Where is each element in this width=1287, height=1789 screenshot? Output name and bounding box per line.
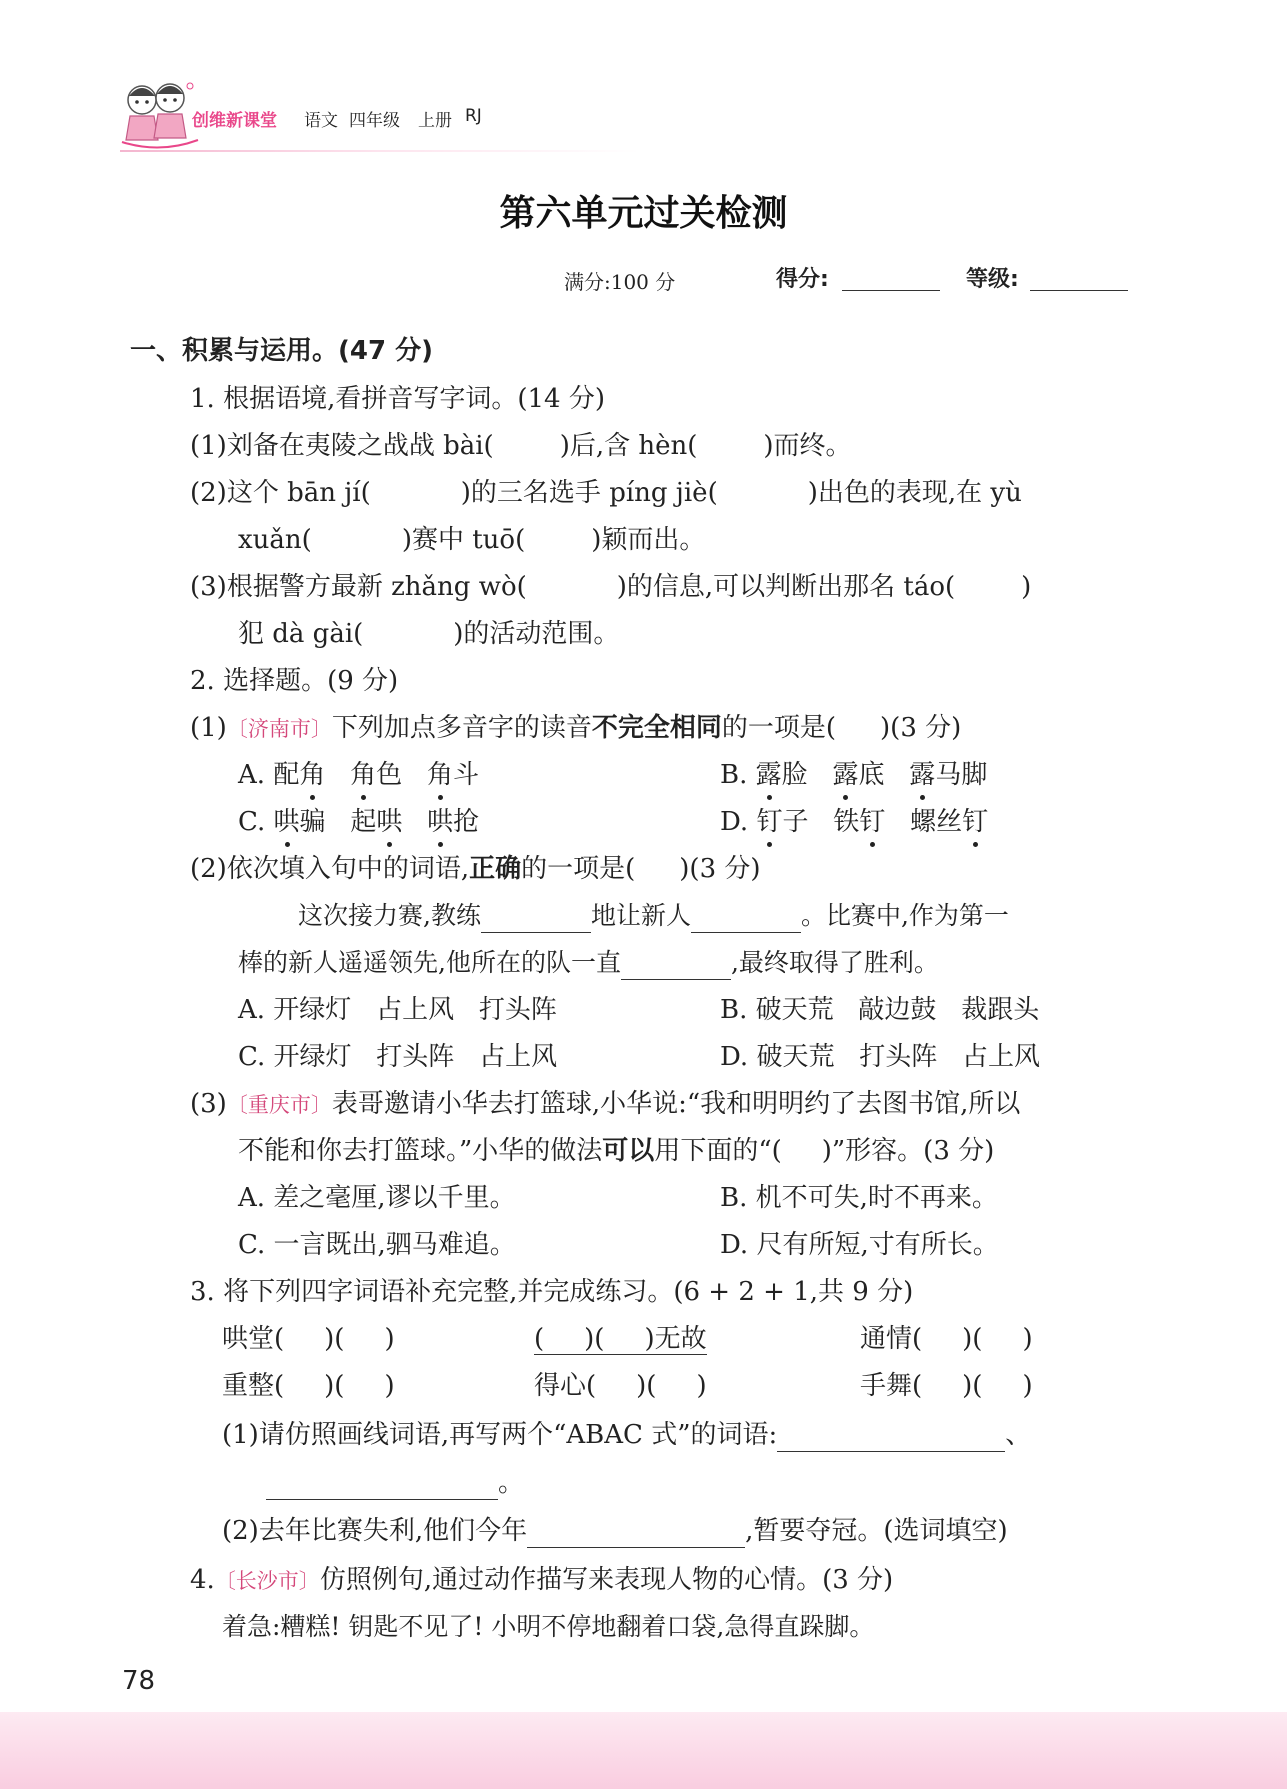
q3-word-6: 手舞( )( ) bbox=[860, 1371, 1033, 1401]
subject-label: 语文 bbox=[304, 111, 338, 131]
q3-word-3: 通情( )( ) bbox=[860, 1324, 1033, 1354]
grade-label: 四年级 bbox=[349, 111, 400, 131]
q2-s3-option-a[interactable]: A. 差之毫厘,谬以千里。 bbox=[238, 1183, 516, 1213]
q2-s2-passage-line1: 这次接力赛,教练 地让新人 。比赛中,作为第一 bbox=[298, 899, 1009, 933]
q3-sub2: (2)去年比赛失利,他们今年 ,暂要夺冠。(选词填空) bbox=[222, 1516, 1008, 1546]
brand-name: 创维新课堂 bbox=[192, 111, 277, 131]
q3-word-1: 哄堂( )( ) bbox=[222, 1324, 395, 1354]
q1-part3-line2: 犯 dà gài( )的活动范围。 bbox=[238, 619, 620, 649]
q2-title: 2. 选择题。(9 分) bbox=[190, 666, 399, 696]
q2-s1-stem: (1)〔济南市〕下列加点多音字的读音不完全相同的一项是( )(3 分) bbox=[190, 713, 962, 743]
q4-example: 着急:糟糕! 钥匙不见了! 小明不停地翻着口袋,急得直跺脚。 bbox=[222, 1612, 875, 1641]
q2-s1-option-a[interactable]: A. 配角 角色 角斗 bbox=[238, 760, 479, 790]
q2-s2-option-a[interactable]: A. 开绿灯 占上风 打头阵 bbox=[238, 995, 557, 1025]
q2-s2-stem: (2)依次填入句中的词语,正确的一项是( )(3 分) bbox=[190, 854, 761, 884]
fill-blank[interactable] bbox=[691, 906, 801, 933]
q2-s3-option-b[interactable]: B. 机不可失,时不再来。 bbox=[720, 1183, 998, 1213]
q2-s2-option-b[interactable]: B. 破天荒 敲边鼓 裁跟头 bbox=[720, 995, 1040, 1025]
q1-title: 1. 根据语境,看拼音写字词。(14 分) bbox=[190, 384, 605, 414]
q3-sub1-cont: 。 bbox=[266, 1466, 524, 1500]
q2-s2-option-d[interactable]: D. 破天荒 打头阵 占上风 bbox=[720, 1042, 1041, 1072]
fill-blank[interactable] bbox=[621, 953, 731, 980]
region-tag: 〔济南市〕 bbox=[226, 717, 332, 741]
q2-s1-option-b[interactable]: B. 露脸 露底 露马脚 bbox=[720, 760, 988, 790]
q2-s1-option-d[interactable]: D. 钉子 铁钉 螺丝钉 bbox=[720, 807, 989, 837]
full-marks: 满分:100 分 bbox=[564, 270, 676, 294]
page-number: 78 bbox=[122, 1666, 156, 1696]
q2-s2-option-c[interactable]: C. 开绿灯 打头阵 占上风 bbox=[238, 1042, 558, 1072]
q1-part2-line2: xuǎn( )赛中 tuō( )颖而出。 bbox=[238, 525, 706, 555]
footer-band bbox=[0, 1712, 1287, 1789]
fill-blank[interactable] bbox=[777, 1425, 1005, 1452]
section-heading: 一、积累与运用。(47 分) bbox=[130, 336, 433, 366]
q2-s1-option-c[interactable]: C. 哄骗 起哄 哄抢 bbox=[238, 807, 480, 837]
q3-word-4: 重整( )( ) bbox=[222, 1371, 395, 1401]
q3-word-2: ( )( )无故 bbox=[534, 1324, 707, 1354]
q3-sub1: (1)请仿照画线词语,再写两个“ABAC 式”的词语: 、 bbox=[222, 1420, 1032, 1450]
score-label: 得分: bbox=[776, 267, 829, 292]
q3-title: 3. 将下列四字词语补充完整,并完成练习。(6 + 2 + 1,共 9 分) bbox=[190, 1277, 914, 1307]
q2-s3-option-d[interactable]: D. 尺有所短,寸有所长。 bbox=[720, 1230, 999, 1260]
q4-stem: 4.〔长沙市〕仿照例句,通过动作描写来表现人物的心情。(3 分) bbox=[190, 1565, 894, 1595]
fill-blank[interactable] bbox=[481, 906, 591, 933]
q2-s3-option-c[interactable]: C. 一言既出,驷马难追。 bbox=[238, 1230, 516, 1260]
q3-word-5: 得心( )( ) bbox=[534, 1371, 707, 1401]
volume-label: 上册 bbox=[418, 111, 452, 131]
q2-s2-passage-line2: 棒的新人遥遥领先,他所在的队一直 ,最终取得了胜利。 bbox=[238, 946, 939, 980]
region-tag: 〔长沙市〕 bbox=[214, 1569, 320, 1593]
q1-part3-line1: (3)根据警方最新 zhǎng wò( )的信息,可以判断出那名 táo( ) bbox=[190, 572, 1032, 602]
region-tag: 〔重庆市〕 bbox=[226, 1093, 332, 1117]
q2-s3-stem-line2: 不能和你去打篮球。”小华的做法可以用下面的“( )”形容。(3 分) bbox=[238, 1136, 995, 1166]
fill-blank[interactable] bbox=[266, 1473, 498, 1500]
page-title: 第六单元过关检测 bbox=[499, 193, 788, 234]
q2-s3-stem-line1: (3)〔重庆市〕表哥邀请小华去打篮球,小华说:“我和明明约了去图书馆,所以 bbox=[190, 1089, 1021, 1119]
q1-part2-line1: (2)这个 bān jí( )的三名选手 píng jiè( )出色的表现,在 yù bbox=[190, 478, 1022, 508]
fill-blank[interactable] bbox=[527, 1521, 745, 1548]
grade-level-label: 等级: bbox=[966, 267, 1019, 292]
q1-part1: (1)刘备在夷陵之战战 bài( )后,含 hèn( )而终。 bbox=[190, 431, 852, 461]
edition-label: RJ bbox=[465, 106, 482, 126]
